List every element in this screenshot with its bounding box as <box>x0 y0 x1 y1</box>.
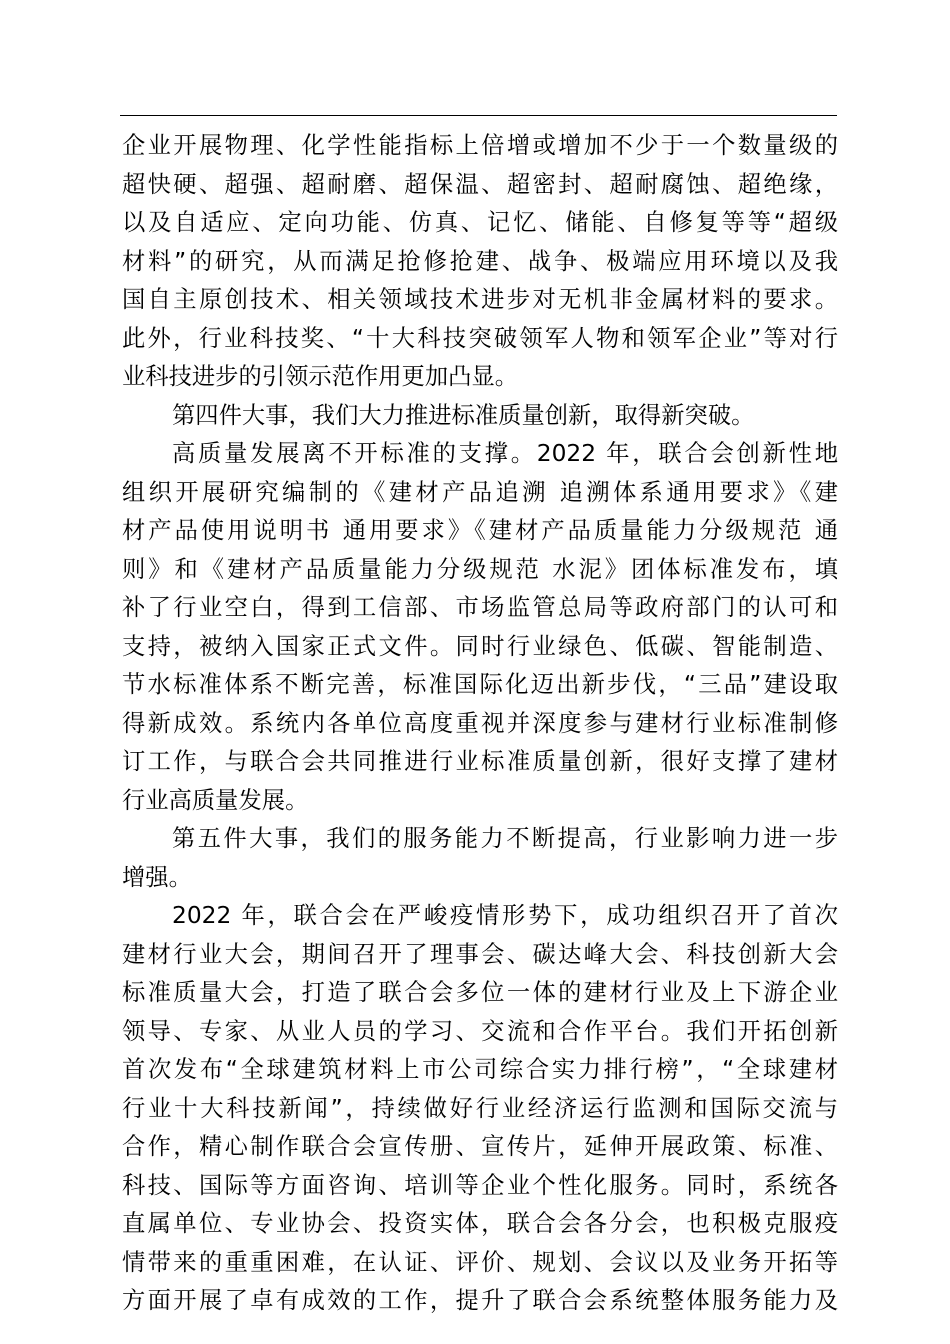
text-line: 领导、专家、从业人员的学习、交流和合作平台。我们开拓创新 <box>122 1017 838 1045</box>
text-line: 科技、国际等方面咨询、培训等企业个性化服务。同时，系统各 <box>122 1171 838 1199</box>
text-line: 合作，精心制作联合会宣传册、宣传片，延伸开展政策、标准、 <box>122 1133 838 1160</box>
text-line: 第五件大事，我们的服务能力不断提高，行业影响力进一步 <box>172 825 838 852</box>
text-line: 得新成效。系统内各单位高度重视并深度参与建材行业标准制修 <box>122 709 838 737</box>
text-line: 此外，行业科技奖、“十大科技突破领军人物和领军企业”等对行 <box>122 324 838 352</box>
text-line: 则》和《建材产品质量能力分级规范 水泥》团体标准发布，填 <box>122 555 838 583</box>
text-line: 业科技进步的引领示范作用更加凸显。 <box>122 363 519 390</box>
text-line: 直属单位、专业协会、投资实体，联合会各分会，也积极克服疫 <box>122 1210 838 1237</box>
text-line: 建材行业大会，期间召开了理事会、碳达峰大会、科技创新大会 <box>122 940 838 968</box>
text-line: 行业十大科技新闻”，持续做好行业经济运行监测和国际交流与 <box>122 1094 838 1122</box>
text-line: 组织开展研究编制的《建材产品追溯 追溯体系通用要求》《建 <box>122 478 838 506</box>
text-line: 情带来的重重困难，在认证、评价、规划、会议以及业务开拓等 <box>122 1248 838 1276</box>
text-line: 超快硬、超强、超耐磨、超保温、超密封、超耐腐蚀、超绝缘， <box>122 170 838 198</box>
text-line: 以及自适应、定向功能、仿真、记忆、储能、自修复等等“超级 <box>122 209 838 236</box>
text-line: 企业开展物理、化学性能指标上倍增或增加不少于一个数量级的 <box>122 132 838 159</box>
text-line: 2022 年，联合会在严峻疫情形势下，成功组织召开了首次 <box>172 902 838 929</box>
text-line: 首次发布“全球建筑材料上市公司综合实力排行榜”，“全球建材 <box>122 1056 838 1083</box>
text-line: 高质量发展离不开标准的支撑。2022 年，联合会创新性地 <box>172 440 838 467</box>
text-line: 增强。 <box>122 863 192 891</box>
text-line: 国自主原创技术、相关领域技术进步对无机非金属材料的要求。 <box>122 286 838 313</box>
text-line: 方面开展了卓有成效的工作，提升了联合会系统整体服务能力及 <box>122 1287 838 1314</box>
text-line: 节水标准体系不断完善，标准国际化迈出新步伐，“三品”建设取 <box>122 671 838 698</box>
text-line: 第四件大事，我们大力推进标准质量创新，取得新突破。 <box>172 401 755 429</box>
header-rule <box>120 115 837 116</box>
text-line: 标准质量大会，打造了联合会多位一体的建材行业及上下游企业 <box>122 979 838 1006</box>
text-line: 支持，被纳入国家正式文件。同时行业绿色、低碳、智能制造、 <box>122 632 838 660</box>
text-line: 补了行业空白，得到工信部、市场监管总局等政府部门的认可和 <box>122 594 838 621</box>
text-line: 材料”的研究，从而满足抢修抢建、战争、极端应用环境以及我 <box>122 247 838 275</box>
text-line: 行业高质量发展。 <box>122 786 309 814</box>
body-text <box>122 127 838 1321</box>
text-line: 订工作，与联合会共同推进行业标准质量创新，很好支撑了建材 <box>122 748 838 775</box>
text-line: 材产品使用说明书 通用要求》《建材产品质量能力分级规范 通 <box>122 517 838 544</box>
